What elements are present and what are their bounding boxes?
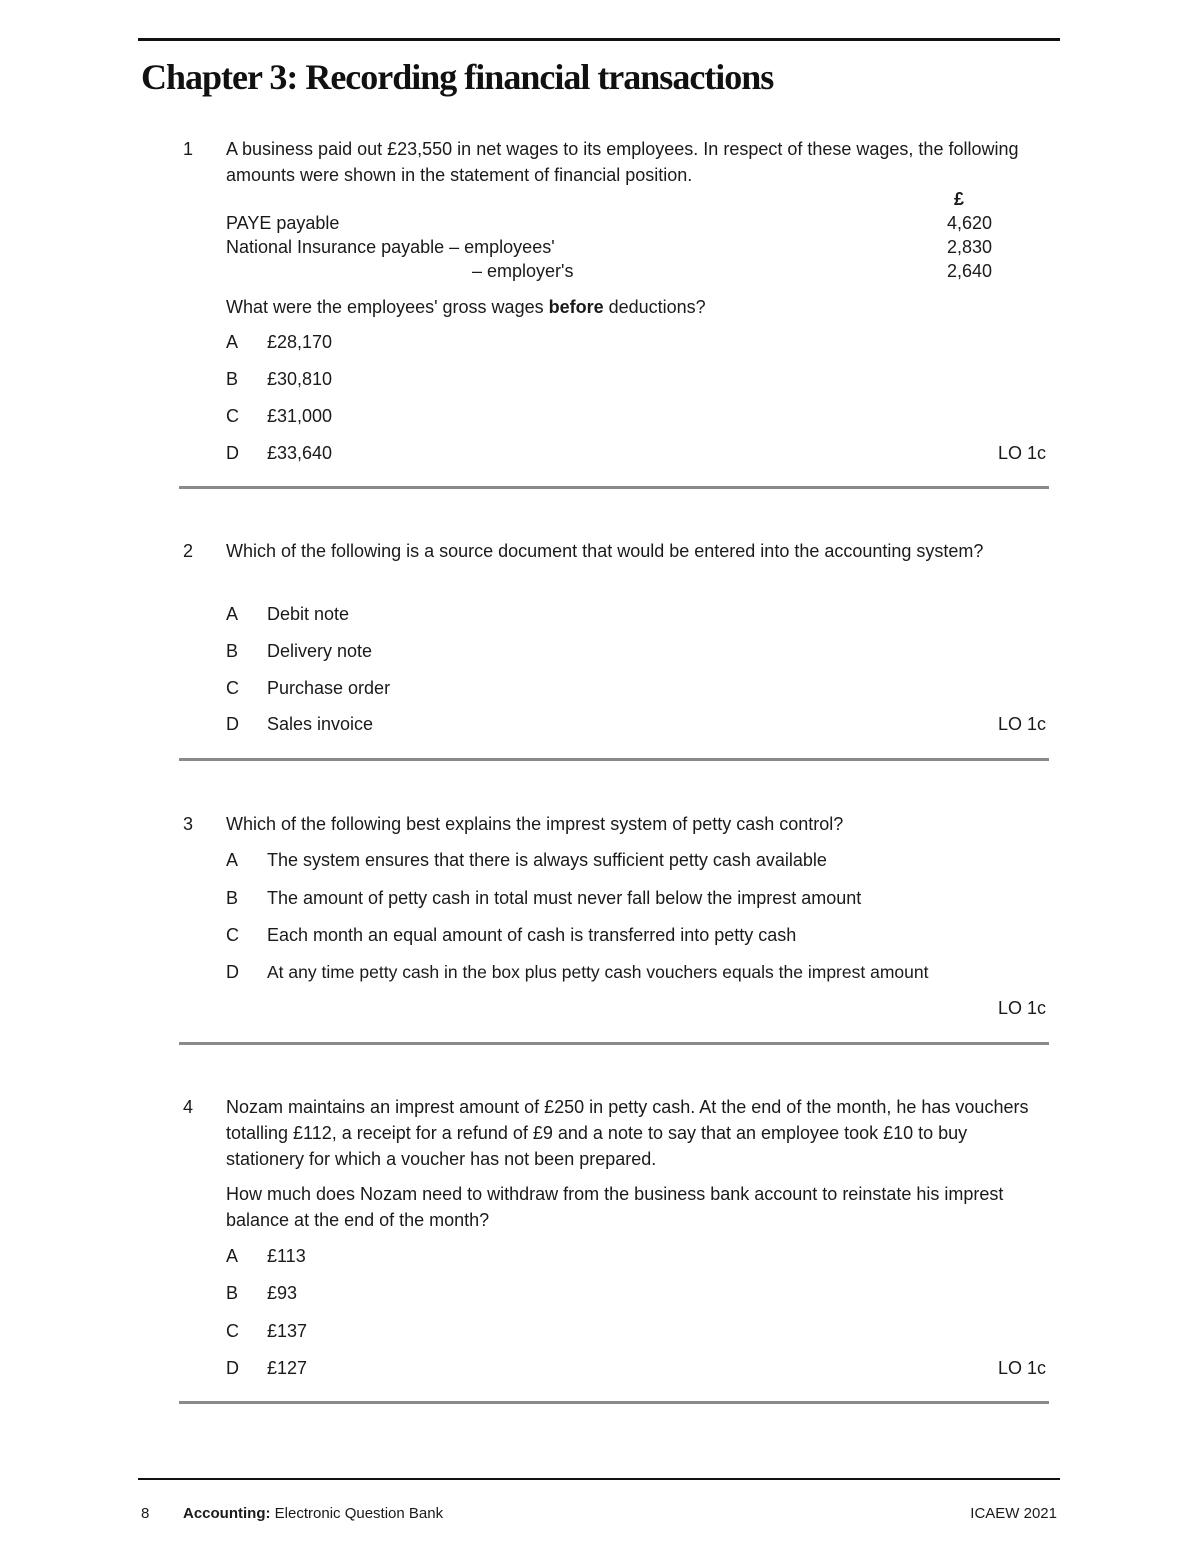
- top-rule: [138, 38, 1060, 41]
- option-text: Delivery note: [267, 641, 373, 661]
- table-row-label: National Insurance payable – employees': [226, 237, 555, 257]
- table-row-value: 2,830: [946, 237, 992, 257]
- option-letter: B: [226, 641, 239, 661]
- option-letter: D: [226, 1358, 239, 1378]
- learning-outcome: LO 1c: [997, 1358, 1046, 1378]
- option-letter: A: [226, 1246, 239, 1266]
- option-text: Purchase order: [267, 678, 391, 698]
- learning-outcome: LO 1c: [997, 998, 1046, 1018]
- question-number: 4: [183, 1097, 194, 1117]
- option-text: £33,640: [267, 443, 333, 463]
- question-separator: [179, 486, 1049, 489]
- option-text: £137: [267, 1321, 308, 1341]
- learning-outcome: LO 1c: [997, 443, 1046, 463]
- option-text: £30,810: [267, 369, 333, 389]
- option-letter: A: [226, 850, 239, 870]
- option-text: £127: [267, 1358, 308, 1378]
- emphasis-text: before: [548, 297, 604, 317]
- publisher-label: ICAEW 2021: [970, 1505, 1057, 1522]
- option-letter: B: [226, 369, 239, 389]
- option-letter: C: [226, 1321, 239, 1341]
- chapter-title: Chapter 3: Recording financial transactions: [141, 57, 774, 97]
- table-row-label: – employer's: [472, 261, 574, 281]
- table-row-label: PAYE payable: [226, 213, 340, 233]
- table-row-value: 4,620: [946, 213, 992, 233]
- page-number: 8: [141, 1505, 150, 1522]
- footer-rule: [138, 1478, 1060, 1480]
- option-letter: B: [226, 1283, 239, 1303]
- option-letter: C: [226, 925, 239, 945]
- question-separator: [179, 1401, 1049, 1404]
- question-prompt: How much does Nozam need to withdraw from the business bank account to reinstate his imprest balance at the end of the month?: [226, 1184, 1004, 1230]
- question-number: 3: [183, 814, 194, 834]
- question-number: 1: [183, 139, 194, 159]
- table-row-value: 2,640: [946, 261, 992, 281]
- option-text: The amount of petty cash in total must never fall below the imprest amount: [267, 888, 862, 908]
- question-separator: [179, 758, 1049, 761]
- question-stem: Nozam maintains an imprest amount of £250 in petty cash. At the end of the month, he has vouchers totalling £112, a receipt for a refund of £9 and a note to say that an employee took £10 to buy stationery for which a voucher has not been prepared.: [226, 1097, 1029, 1169]
- option-letter: D: [226, 714, 239, 734]
- currency-header: £: [954, 189, 965, 209]
- option-letter: C: [226, 678, 239, 698]
- question-number: 2: [183, 541, 194, 561]
- learning-outcome: LO 1c: [997, 714, 1046, 734]
- option-letter: B: [226, 888, 239, 908]
- option-text: £31,000: [267, 406, 333, 426]
- question-stem: Which of the following best explains the imprest system of petty cash control?: [226, 814, 844, 834]
- question-stem: Which of the following is a source document that would be entered into the accounting system?: [226, 541, 984, 561]
- question-separator: [179, 1042, 1049, 1045]
- option-letter: C: [226, 406, 239, 426]
- option-text: £113: [267, 1246, 306, 1266]
- option-text: The system ensures that there is always sufficient petty cash available: [267, 850, 827, 870]
- option-letter: A: [226, 332, 239, 352]
- option-letter: D: [226, 443, 239, 463]
- option-letter: D: [226, 962, 239, 982]
- option-letter: A: [226, 604, 239, 624]
- option-text: £93: [267, 1283, 298, 1303]
- book-title: Accounting: Electronic Question Bank: [183, 1505, 444, 1522]
- option-text: Debit note: [267, 604, 350, 624]
- option-text: At any time petty cash in the box plus petty cash vouchers equals the imprest amount: [267, 962, 929, 982]
- option-text: Sales invoice: [267, 714, 374, 734]
- option-text: £28,170: [267, 332, 333, 352]
- question-prompt: What were the employees' gross wages before deductions?: [226, 297, 706, 317]
- option-text: Each month an equal amount of cash is transferred into petty cash: [267, 925, 797, 945]
- question-stem: A business paid out £23,550 in net wages to its employees. In respect of these wages, the following amounts were shown in the statement of financial position.: [226, 139, 1019, 185]
